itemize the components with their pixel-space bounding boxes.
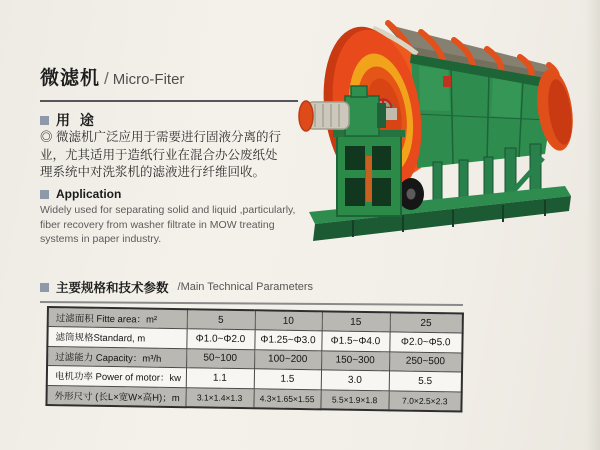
row-label: 过滤面积 Fitte area：m² (48, 307, 187, 329)
specs-heading-zh: 主要规格和技术参数 (56, 281, 169, 295)
table-cell: Φ2.0~Φ5.0 (389, 332, 462, 353)
application-line: Widely used for separating solid and liquid ,particularly, (40, 204, 296, 216)
table-cell: Φ1.25~Φ3.0 (254, 330, 321, 351)
table-cell: 5.5×1.9×1.8 (320, 389, 388, 410)
square-bullet-icon (40, 116, 49, 125)
table-cell: 5 (187, 309, 255, 330)
usage-section-heading (40, 110, 97, 130)
machine-photo (292, 6, 594, 246)
application-heading-label: Application (56, 187, 122, 201)
page-title-zh: 微滤机 (40, 68, 101, 89)
table-cell: 3.0 (321, 370, 389, 391)
title-divider (40, 100, 298, 102)
specs-heading-en: /Main Technical Parameters (177, 281, 314, 293)
usage-line: 理系统中对洗浆机的滤液进行纤维回收。 (40, 165, 266, 179)
page-title-en: Micro-Fiter (112, 71, 185, 88)
table-cell: 1.1 (186, 368, 254, 389)
application-line: fiber recovery from washer filtrate in MOW treating (40, 218, 275, 231)
square-bullet-icon (40, 283, 49, 292)
row-label: 滤筒规格Standard, m (47, 327, 186, 349)
usage-paragraph (40, 129, 302, 182)
table-cell: 10 (255, 310, 322, 331)
table-cell: 50~100 (186, 348, 254, 369)
specs-divider (40, 301, 463, 305)
application-section-heading (40, 187, 121, 201)
square-bullet-icon (40, 190, 49, 199)
usage-line: 业，尤其适用于造纸行业在混合办公废纸处 (40, 147, 278, 162)
table-cell: 3.1×1.4×1.3 (185, 387, 253, 408)
row-label: 过滤能力 Capacity：m³/h (47, 346, 186, 368)
table-cell: 4.3×1.65×1.55 (253, 388, 320, 409)
spec-table-wrapper (45, 306, 464, 412)
table-cell: 25 (390, 312, 463, 333)
spec-table (45, 306, 464, 412)
table-cell: Φ1.5~Φ4.0 (321, 331, 389, 352)
table-cell: 250~500 (389, 351, 462, 372)
row-label: 电机功率 Power of motor：kw (47, 366, 186, 388)
application-line: systems in paper industry. (40, 233, 162, 246)
table-cell: 150~300 (321, 350, 389, 371)
page-title (40, 63, 184, 90)
table-cell: 5.5 (389, 371, 462, 392)
title-separator: / (104, 69, 109, 88)
application-paragraph (40, 203, 308, 247)
row-label: 外形尺寸 (长L×宽W×高H)；m (46, 385, 185, 407)
table-cell: 7.0×2.5×2.3 (388, 390, 461, 411)
usage-heading-label: 用 途 (56, 112, 97, 128)
specs-section-heading (40, 278, 313, 296)
table-cell: 1.5 (254, 369, 321, 390)
table-cell: 15 (322, 311, 390, 332)
table-cell: Φ1.0~Φ2.0 (186, 329, 254, 350)
table-cell: 100~200 (254, 349, 321, 370)
usage-line: ◎ 微滤机广泛应用于需要进行固液分离的行 (40, 130, 281, 144)
